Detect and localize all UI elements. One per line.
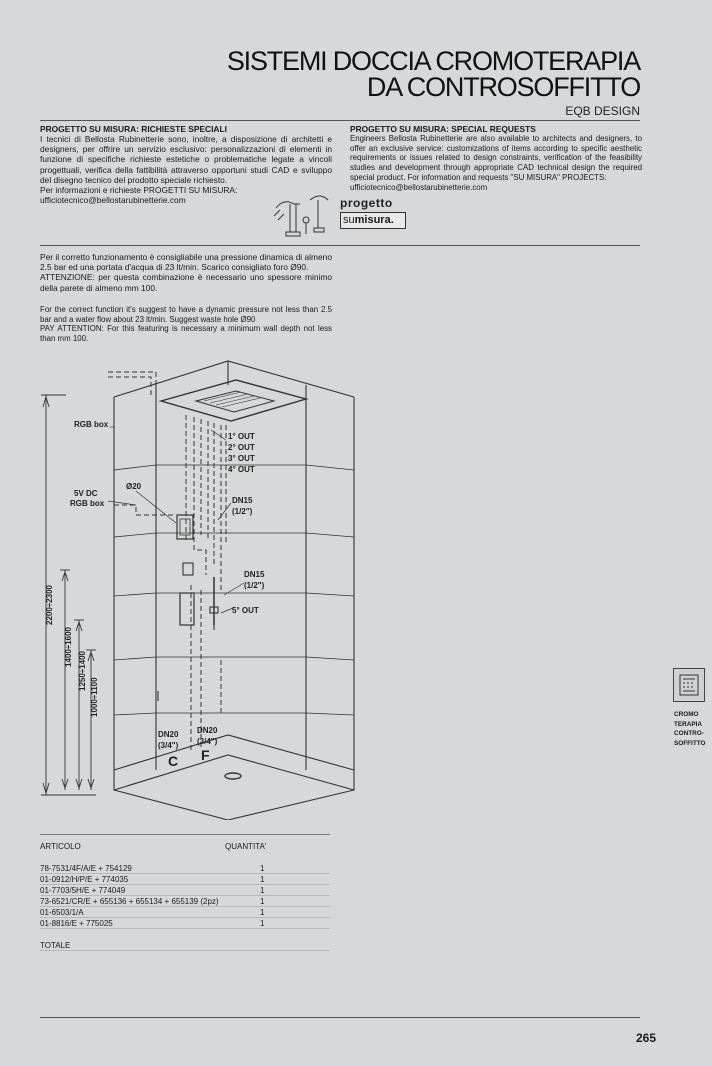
page-title bbox=[227, 48, 640, 100]
row-code: 01-0912/H/P/E + 774035 bbox=[40, 875, 129, 884]
label-dn15-a: DN15 bbox=[232, 496, 253, 505]
notes-en bbox=[40, 305, 332, 344]
dim-height-4: 1000÷1100 bbox=[90, 677, 99, 717]
side-label-4: SOFFITTO bbox=[674, 739, 706, 747]
row-qty: 1 bbox=[260, 897, 265, 906]
row-qty: 1 bbox=[260, 908, 265, 917]
dim-height-2: 1400÷1600 bbox=[64, 627, 73, 667]
label-dn20-c: DN20 bbox=[158, 730, 179, 739]
request-en-email[interactable]: ufficiotecnico@bellostarubinetterie.com bbox=[350, 182, 488, 192]
table-row bbox=[40, 919, 330, 929]
row-qty: 1 bbox=[260, 919, 265, 928]
dim-height-3: 1250÷1400 bbox=[78, 651, 87, 691]
notes-en-p2: PAY ATTENTION: For this featuring is necessary a minimum wall depth not less than mm 100. bbox=[40, 324, 332, 344]
logo-word-su: su bbox=[343, 214, 355, 226]
label-dn15-b-size: (1/2") bbox=[244, 581, 265, 590]
col-article: ARTICOLO bbox=[40, 842, 81, 851]
side-category-label bbox=[674, 710, 705, 748]
request-en-block bbox=[350, 124, 642, 192]
table-row bbox=[40, 875, 330, 885]
request-en-heading: PROGETTO SU MISURA: SPECIAL REQUESTS bbox=[350, 124, 536, 134]
table-header bbox=[40, 842, 330, 852]
title-line-2: DA CONTROSOFFITTO bbox=[366, 72, 640, 102]
side-label-1: CROMO bbox=[674, 711, 699, 718]
label-5vdc: 5V DC bbox=[74, 489, 98, 498]
row-code: 78-7531/4F/A/E + 754129 bbox=[40, 864, 132, 873]
page-number: 265 bbox=[635, 1031, 656, 1045]
table-row bbox=[40, 886, 330, 896]
label-out1: 1° OUT bbox=[228, 432, 255, 441]
label-5vdc-rgb-box: RGB box bbox=[70, 499, 105, 508]
notes-it bbox=[40, 252, 332, 293]
label-out5: 5° OUT bbox=[232, 606, 259, 615]
shower-installation-diagram bbox=[36, 355, 366, 820]
notes-it-p2: ATTENZIONE: per questa combinazione è necessario uno spessore minimo della parete di almeno mm 100. bbox=[40, 272, 332, 293]
label-hot: F bbox=[201, 747, 210, 763]
request-it-body: I tecnici di Bellosta Rubinetterie sono, inoltre, a disposizione di architetti e designers, per offrire un servizio esclusivo: personalizzazioni di elementi in funzione di specifiche richieste estetiche o problematiche legate a vincoli progettuali, verifica della fattibilità attraverso opportuni studi CAD e sviluppo del disegno tecnico del prodotto speciale richiesto. bbox=[40, 134, 332, 185]
notes-it-p1: Per il corretto funzionamento è consigliabile una pressione dinamica di almeno 2.5 bar ed una portata d'acqua di 23 lt/min. Scarico consigliato foro Ø90. bbox=[40, 252, 332, 273]
side-label-3: CONTRO- bbox=[674, 730, 704, 737]
request-it-heading: PROGETTO SU MISURA: RICHIESTE SPECIALI bbox=[40, 124, 227, 134]
logo-word-progetto: progetto bbox=[340, 196, 393, 210]
row-qty: 1 bbox=[260, 875, 265, 884]
header-rule bbox=[40, 120, 640, 121]
logo-su-misura-box bbox=[340, 212, 406, 229]
table-top-rule bbox=[40, 834, 330, 835]
label-out2: 2° OUT bbox=[228, 443, 255, 452]
label-dn15-a-size: (1/2") bbox=[232, 507, 253, 516]
label-dn20-f-size: (3/4") bbox=[197, 737, 218, 746]
request-en-body: Engineers Bellosta Rubinetterie are also available to architects and designers, to offer an exclusive service: customizations of items according to specific aesthetic requirements or issues related to design constraints, verification of the feasibility studies and development through appropriate CAD technical design the required special product. For information and requests "SU MISURA" PROJECTS: bbox=[350, 134, 642, 182]
request-it-email[interactable]: ufficiotecnico@bellostarubinetterie.com bbox=[40, 195, 186, 206]
table-row bbox=[40, 908, 330, 918]
label-dn20-c-size: (3/4") bbox=[158, 741, 179, 750]
row-code: 01-8816/E + 775025 bbox=[40, 919, 113, 928]
logo-word-misura: misura. bbox=[354, 214, 394, 226]
label-cold: C bbox=[168, 753, 179, 769]
row-qty: 1 bbox=[260, 864, 265, 873]
title-line-1: SISTEMI DOCCIA CROMOTERAPIA bbox=[226, 46, 640, 76]
side-ceiling-shower-icon bbox=[673, 668, 705, 702]
footer-rule bbox=[40, 1017, 640, 1018]
total-label: TOTALE bbox=[40, 941, 71, 950]
request-it-info: Per informazioni e richieste PROGETTI SU MISURA: bbox=[40, 185, 238, 196]
section-rule bbox=[40, 245, 640, 246]
table-row bbox=[40, 897, 330, 907]
label-out4: 4° OUT bbox=[228, 465, 255, 474]
side-label-2: TERAPIA bbox=[674, 720, 703, 728]
page-subtitle: EQB DESIGN bbox=[565, 104, 640, 118]
table-row bbox=[40, 864, 330, 874]
col-quantity: QUANTITA' bbox=[225, 842, 267, 851]
article-table bbox=[40, 842, 330, 962]
faucet-sketch-icon bbox=[270, 190, 338, 240]
label-out3: 3° OUT bbox=[228, 454, 255, 463]
label-d20: Ø20 bbox=[126, 482, 142, 491]
table-total-row bbox=[40, 941, 330, 951]
row-code: 73-6521/CR/E + 655136 + 655134 + 655139 (2pz) bbox=[40, 897, 219, 906]
label-rgb-box: RGB box bbox=[74, 420, 109, 429]
notes-en-p1: For the correct function it's suggest to have a dynamic pressure not less than 2.5 bar and a water flow about 23 lt/min. Suggest waste hole Ø90 bbox=[40, 305, 332, 324]
row-qty: 1 bbox=[260, 886, 265, 895]
progetto-su-misura-logo bbox=[340, 196, 406, 229]
dim-total-height: 2200÷2300 bbox=[45, 585, 54, 625]
label-dn15-b: DN15 bbox=[244, 570, 265, 579]
label-dn20-f: DN20 bbox=[197, 726, 218, 735]
row-code: 01-7703/5H/E + 774049 bbox=[40, 886, 126, 895]
row-code: 01-6503/1/A bbox=[40, 908, 84, 917]
